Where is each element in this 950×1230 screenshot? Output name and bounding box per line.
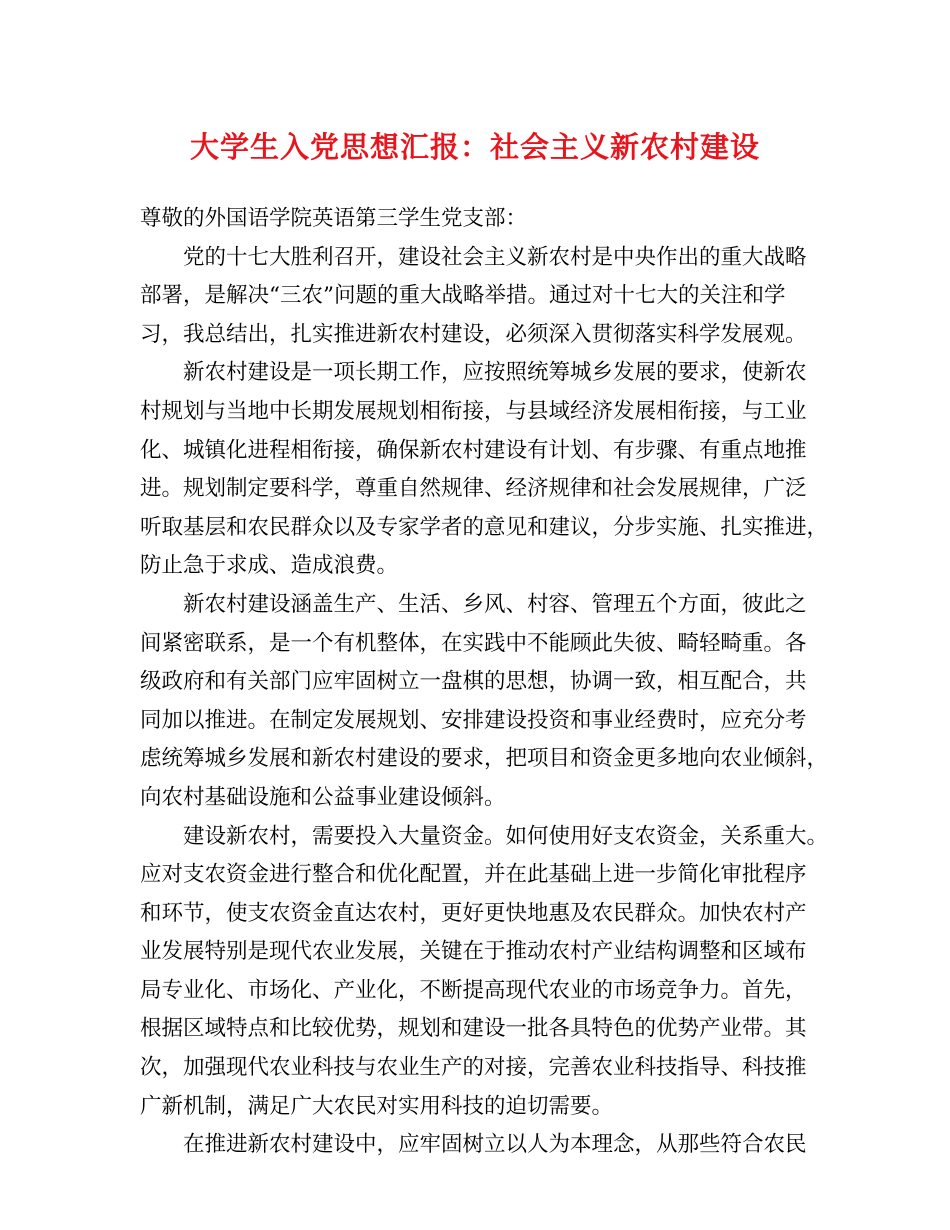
paragraph-line: 新农村建设涵盖生产、生活、乡风、村容、管理五个方面，彼此之 <box>183 591 807 617</box>
document-body <box>140 200 830 1165</box>
paragraph-line: 建设新农村，需要投入大量资金。如何使用好支农资金，关系重大。 <box>183 823 829 849</box>
paragraph-line: 业发展特别是现代农业发展，关键在于推动农村产业结构调整和区域布 <box>140 939 807 965</box>
paragraph-line: 次，加强现代农业科技与农业生产的对接，完善农业科技指导、科技推 <box>140 1055 807 1081</box>
paragraph-3 <box>140 586 830 818</box>
paragraph-line: 村规划与当地中长期发展规划相衔接，与县域经济发展相衔接，与工业 <box>140 398 807 424</box>
paragraph-line: 和环节，使支农资金直达农村，更好更快地惠及农民群众。加快农村产 <box>140 900 807 926</box>
paragraph-line: 应对支农资金进行整合和优化配置，并在此基础上进一步简化审批程序 <box>140 862 807 888</box>
paragraph-line: 向农村基础设施和公益事业建设倾斜。 <box>140 784 506 810</box>
paragraph-line: 虑统筹城乡发展和新农村建设的要求，把项目和资金更多地向农业倾斜， <box>140 746 829 772</box>
paragraph-4 <box>140 818 830 1127</box>
paragraph-line: 习，我总结出，扎实推进新农村建设，必须深入贯彻落实科学发展观。 <box>140 321 807 347</box>
paragraph-line: 同加以推进。在制定发展规划、安排建设投资和事业经费时，应充分考 <box>140 707 807 733</box>
paragraph-2 <box>140 354 830 586</box>
paragraph-line: 听取基层和农民群众以及专家学者的意见和建议，分步实施、扎实推进， <box>140 514 829 540</box>
paragraph-line: 防止急于求成、造成浪费。 <box>140 553 399 579</box>
paragraph-line: 级政府和有关部门应牢固树立一盘棋的思想，协调一致，相互配合，共 <box>140 669 807 695</box>
paragraph-line: 部署，是解决“三农”问题的重大战略举措。通过对十七大的关注和学 <box>140 283 786 309</box>
document-title: 大学生入党思想汇报：社会主义新农村建设 <box>189 130 760 164</box>
paragraph-line: 党的十七大胜利召开，建设社会主义新农村是中央作出的重大战略 <box>183 244 807 270</box>
paragraph-line: 根据区域特点和比较优势，规划和建设一批各具特色的优势产业带。其 <box>140 1016 807 1042</box>
paragraph-line: 局专业化、市场化、产业化，不断提高现代农业的市场竞争力。首先， <box>140 977 807 1003</box>
paragraph-line: 化、城镇化进程相衔接，确保新农村建设有计划、有步骤、有重点地推 <box>140 437 807 463</box>
paragraph-line: 新农村建设是一项长期工作，应按照统筹城乡发展的要求，使新农 <box>183 360 807 386</box>
paragraph-1 <box>140 239 830 355</box>
paragraph-line: 广新机制，满足广大农民对实用科技的迫切需要。 <box>140 1093 614 1119</box>
paragraph-line: 在推进新农村建设中，应牢固树立以人为本理念，从那些符合农民 <box>183 1132 807 1158</box>
paragraph-line: 间紧密联系，是一个有机整体，在实践中不能顾此失彼、畸轻畸重。各 <box>140 630 807 656</box>
salutation: 尊敬的外国语学院英语第三学生党支部： <box>140 206 528 231</box>
paragraph-line: 进。规划制定要科学，尊重自然规律、经济规律和社会发展规律，广泛 <box>140 476 807 502</box>
paragraph-5 <box>140 1126 830 1165</box>
